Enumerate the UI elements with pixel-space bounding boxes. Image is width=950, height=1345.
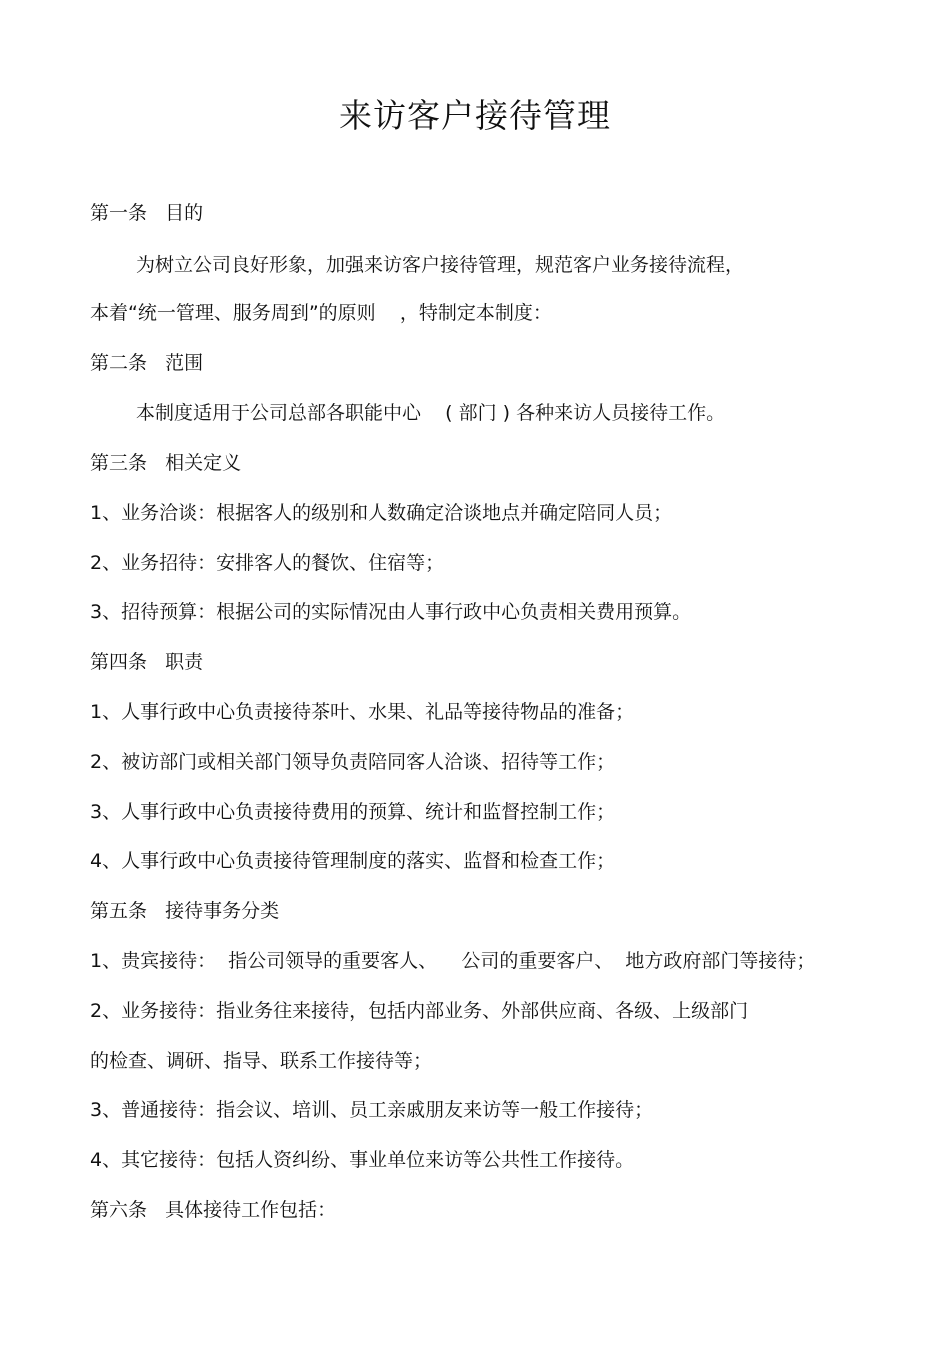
article-4-item-3: 3、人事行政中心负责接待费用的预算、统计和监督控制工作； xyxy=(90,801,616,823)
article-2-heading: 第二条 范围 xyxy=(90,352,204,374)
article-5-heading: 第五条 接待事务分类 xyxy=(90,900,280,922)
document-title: 来访客户接待管理 xyxy=(339,96,611,135)
article-5-item-3: 3、普通接待：指会议、培训、员工亲戚朋友来访等一般工作接待； xyxy=(90,1099,654,1121)
article-3-item-1: 1、业务洽谈：根据客人的级别和人数确定洽谈地点并确定陪同人员； xyxy=(90,502,673,524)
article-5-item-2-line-1: 2、业务接待：指业务往来接待，包括内部业务、外部供应商、各级、上级部门 xyxy=(90,1000,749,1022)
article-5-item-2-line-2: 的检查、调研、指导、联系工作接待等； xyxy=(90,1050,433,1072)
article-1-paragraph-line-1: 为树立公司良好形象，加强来访客户接待管理，规范客户业务接待流程， xyxy=(136,254,745,276)
article-6-heading: 第六条 具体接待工作包括： xyxy=(90,1199,337,1221)
article-4-heading: 第四条 职责 xyxy=(90,651,204,673)
article-5-item-4: 4、其它接待：包括人资纠纷、事业单位来访等公共性工作接待。 xyxy=(90,1149,635,1171)
article-3-heading: 第三条 相关定义 xyxy=(90,452,242,474)
article-4-item-2: 2、被访部门或相关部门领导负责陪同客人洽谈、招待等工作； xyxy=(90,751,616,773)
article-4-item-4: 4、人事行政中心负责接待管理制度的落实、监督和检查工作； xyxy=(90,850,616,872)
article-1-heading: 第一条 目的 xyxy=(90,202,204,224)
article-1-paragraph-line-2: 本着“统一管理、服务周到”的原则 ，特制定本制度： xyxy=(90,302,552,324)
article-4-item-1: 1、人事行政中心负责接待茶叶、水果、礼品等接待物品的准备； xyxy=(90,701,635,723)
article-2-paragraph: 本制度适用于公司总部各职能中心 ( 部门 ) 各种来访人员接待工作。 xyxy=(136,402,726,424)
article-3-item-2: 2、业务招待：安排客人的餐饮、住宿等； xyxy=(90,552,445,574)
article-3-item-3: 3、招待预算：根据公司的实际情况由人事行政中心负责相关费用预算。 xyxy=(90,601,692,623)
article-5-item-1: 1、贵宾接待： 指公司领导的重要客人、 公司的重要客户、 地方政府部门等接待； xyxy=(90,950,816,972)
